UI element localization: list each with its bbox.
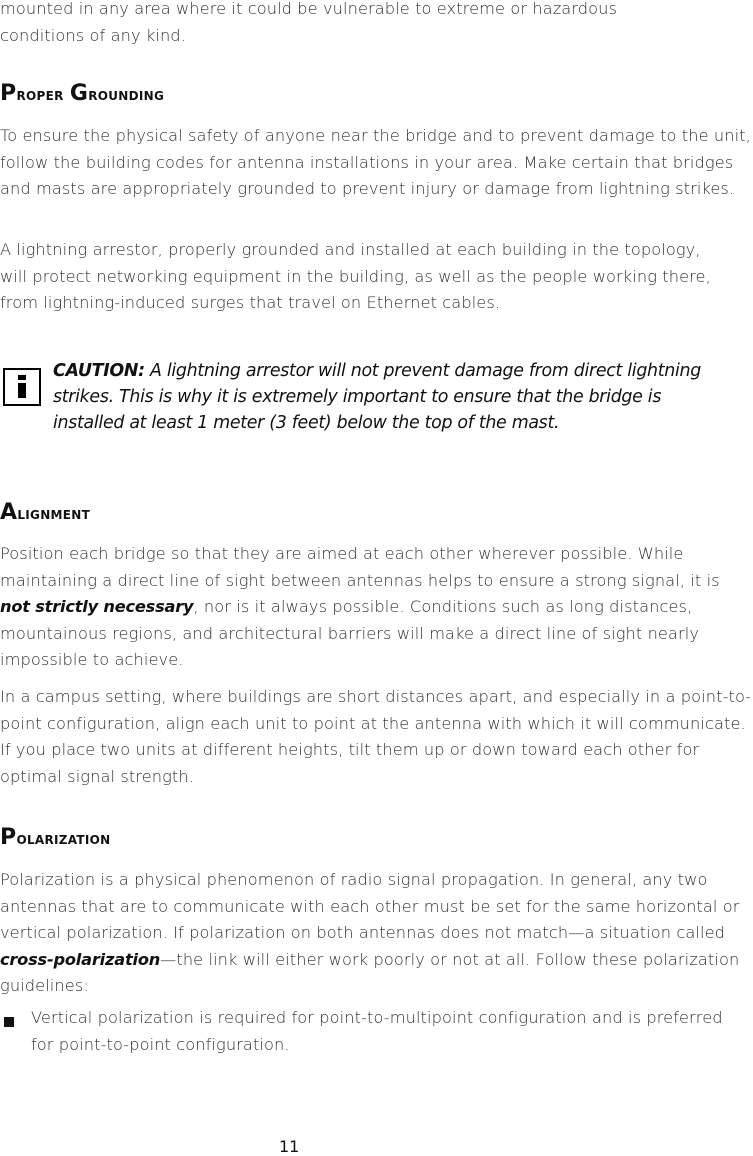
section-heading-polarization xyxy=(0,825,111,850)
heading-initial: P xyxy=(0,81,17,106)
paragraph-text: To ensure the physical safety of anyone near the bridge and to prevent damage to the unit, follow the building codes for antenna installations in your area. Make certain that bridges and masts are appropriately grounded to prevent injury or damage from lightning strikes. xyxy=(0,126,751,198)
paragraph-text: Polarization is a physical phenomenon of radio signal propagation. In general, any two antennas that are to communicate with each other must be set for the same horizontal or vertical polarization. If polarization on both antennas does not match—a situation called xyxy=(0,870,740,942)
section-heading-alignment xyxy=(0,500,90,525)
page-number: 11 xyxy=(279,1137,300,1156)
heading-rest: roper xyxy=(16,85,70,105)
bullet-text: Vertical polarization is required for point-to-multipoint configuration and is preferred for point-to-point configuration. xyxy=(31,1008,723,1054)
caution-label: CAUTION: xyxy=(53,361,145,381)
paragraph-text: —the link will either work poorly or not at all. Follow these polarization guidelines: xyxy=(0,949,740,995)
polarization-paragraph-1 xyxy=(0,867,752,1000)
intro-line-1: mounted in any area where it could be vulnerable to extreme or hazardous xyxy=(0,0,618,18)
emphasis-text: cross-polarization xyxy=(0,949,161,969)
grounding-paragraph-2 xyxy=(0,237,720,317)
bullet-square-icon xyxy=(4,1017,14,1027)
intro-line-2: conditions of any kind. xyxy=(0,25,186,45)
paragraph-text: In a campus setting, where buildings are short distances apart, and especially in a point-to-point configuration, align each unit to point at the antenna with which it will communicate. If you place two units at different heights, tilt them up or down toward each other for optimal signal strength. xyxy=(0,687,752,786)
grounding-paragraph-1 xyxy=(0,123,752,203)
paragraph-text: Position each bridge so that they are aimed at each other wherever possible. While maintaining a direct line of sight between antennas helps to ensure a strong signal, it is xyxy=(0,544,720,590)
list-item xyxy=(31,1005,731,1058)
heading-rest: lignment xyxy=(17,504,91,524)
paragraph-text: , nor is it always possible. Conditions such as long distances, mountainous regions, and architectural barriers will make a direct line of sight nearly impossible to achieve. xyxy=(0,597,700,669)
alignment-paragraph-2 xyxy=(0,684,752,790)
heading-initial: P xyxy=(0,825,17,850)
section-heading-proper-grounding xyxy=(0,81,164,106)
heading-initial: G xyxy=(69,81,89,106)
info-icon xyxy=(3,368,41,406)
caution-body: A lightning arrestor will not prevent damage from direct lightning strikes. This is why it is extremely important to ensure that the bridge is installed at least 1 meter (3 feet) below the top of the mast. xyxy=(53,361,702,433)
alignment-paragraph-1 xyxy=(0,541,752,674)
heading-rest: olarization xyxy=(16,829,111,849)
heading-rest: rounding xyxy=(88,85,165,105)
intro-paragraph xyxy=(0,0,752,49)
paragraph-text: A lightning arrestor, properly grounded and installed at each building in the topology, will protect networking equipment in the building, as well as the people working there, from lightning-induced surges that travel on Ethernet cables. xyxy=(0,240,711,312)
emphasis-text: not strictly necessary xyxy=(0,597,194,616)
heading-initial: A xyxy=(0,500,18,525)
caution-note xyxy=(53,358,703,436)
